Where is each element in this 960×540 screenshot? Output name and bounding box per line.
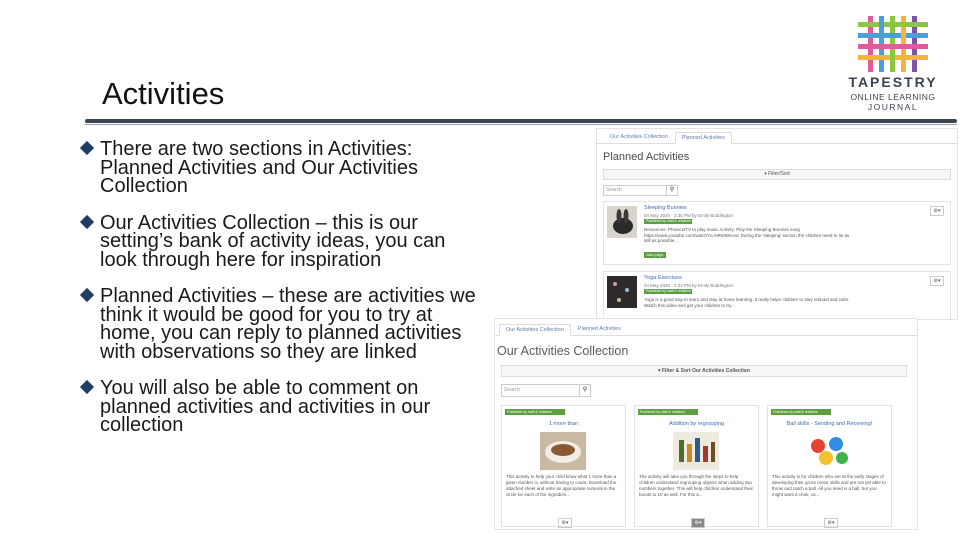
- status-badge: Published by staff & relatives: [638, 409, 698, 415]
- search-input[interactable]: Search: [501, 384, 580, 397]
- tab-planned-activities[interactable]: Planned Activities: [675, 132, 732, 144]
- planned-activities-screenshot: [596, 128, 958, 320]
- title-underline: [85, 119, 957, 123]
- activity-description: Resources: Phonics/TV to play music Activity: Play the Sleeping Bunnies song https://www.youtube.com/watch?v=NRMIWvosc During the 'sleeping' section the children need to lie as still as possible...: [644, 227, 850, 243]
- activity-description: This activity is for children who are at the early stages of developing their gross motor skills and are not yet able to throw and catch a ball. All you need is a ball, but you might want a chair, ca...: [772, 474, 886, 497]
- gear-icon[interactable]: ⚙▾: [824, 518, 838, 528]
- activity-title[interactable]: Sleeping Bunnies: [644, 205, 687, 211]
- tab-our-activities-collection[interactable]: Our Activities Collection: [499, 324, 571, 336]
- logo-tagline-2: JOURNAL: [867, 102, 919, 112]
- activities-tabs: [495, 319, 917, 336]
- gear-icon[interactable]: ⚙▾: [691, 518, 705, 528]
- activity-image: [540, 432, 586, 470]
- activity-card[interactable]: [603, 271, 951, 320]
- search-button[interactable]: [580, 384, 591, 397]
- tab-our-activities-collection[interactable]: Our Activities Collection: [610, 134, 668, 140]
- search-row: [501, 384, 911, 397]
- filter-sort-button[interactable]: ▾ Filter & Sort Our Activities Collection: [501, 365, 907, 377]
- search-input[interactable]: Search: [603, 185, 667, 196]
- tapestry-logo: [846, 12, 940, 112]
- gear-icon[interactable]: ⚙▾: [930, 276, 944, 286]
- page-heading: Our Activities Collection: [497, 344, 629, 358]
- bullet-list: [80, 140, 480, 453]
- bullet-item: [80, 140, 480, 196]
- diamond-bullet-icon: [80, 141, 94, 155]
- bullet-item: [80, 211, 480, 271]
- status-badge: Published by staff & relatives: [646, 219, 691, 223]
- bullet-text: You will also be able to comment on planned activities and activities in our collection: [100, 377, 431, 436]
- title-underline-thin: [85, 124, 957, 125]
- activity-card[interactable]: [767, 405, 892, 527]
- search-row: [603, 185, 951, 196]
- diamond-bullet-icon: [80, 380, 94, 394]
- bullet-item: [80, 379, 480, 435]
- status-badge: Published by staff & relatives: [505, 409, 565, 415]
- activities-collection-screenshot: [494, 318, 918, 530]
- bullet-text: There are two sections in Activities: Planned Activities and Our Activities Collection: [100, 138, 418, 197]
- activity-meta: 04 May 2020 · 2:35 PM by Emily Boddington: [644, 213, 734, 218]
- activity-card[interactable]: [501, 405, 626, 527]
- tab-planned-activities[interactable]: Planned Activities: [577, 326, 621, 332]
- activity-meta: 04 May 2020 · 2:23 PM by Emily Boddington: [644, 283, 734, 288]
- slide-title: Activities: [102, 76, 225, 111]
- page-heading: Planned Activities: [603, 151, 690, 163]
- logo-name: TAPESTRY: [848, 74, 938, 90]
- activity-card[interactable]: [634, 405, 759, 527]
- activity-image: [673, 432, 719, 470]
- add-page-button[interactable]: Add page: [644, 252, 666, 258]
- activity-title[interactable]: Yoga Exercises: [644, 275, 682, 281]
- diamond-bullet-icon: [80, 288, 94, 302]
- activity-card[interactable]: [603, 201, 951, 265]
- diamond-bullet-icon: [80, 214, 94, 228]
- bullet-text: Our Activities Collection – this is our setting’s bank of activity ideas, you can look through here for inspiration: [100, 211, 446, 271]
- status-badge: Published by staff & relatives: [771, 409, 831, 415]
- tapestry-weave-icon: [846, 12, 940, 72]
- activity-description: This activity to help your child know what 1 more than a given number is, without having to count. Download the attached sheet and write an appropriate numeral in the circle for each of the ingredien...: [506, 474, 617, 497]
- activity-thumbnail: [607, 206, 637, 238]
- search-icon: ⚲: [669, 187, 675, 193]
- activity-thumbnail: [607, 276, 637, 308]
- activity-description: Yoga is a good way to learn and stay at home learning. It really helps children to stay relaxed and calm. Watch this video and get your children to try...: [644, 297, 850, 308]
- gear-icon[interactable]: ⚙▾: [930, 206, 944, 216]
- gear-icon[interactable]: ⚙▾: [558, 518, 572, 528]
- activity-title[interactable]: 1 more than: [548, 421, 579, 427]
- bullet-item: [80, 287, 480, 361]
- logo-tagline: ONLINE LEARNING: [850, 92, 936, 102]
- activities-tabs: [597, 129, 957, 144]
- activity-title[interactable]: Addition by regrouping: [668, 421, 725, 427]
- activity-cards: [501, 405, 892, 527]
- activity-image: [806, 432, 852, 470]
- filter-sort-button[interactable]: ▾ Filter/Sort: [603, 169, 951, 180]
- status-badge: Published by staff & relatives: [646, 289, 691, 293]
- activity-description: The activity will take you through the steps to help children understand regrouping objects when adding two numbers together. This will help children understand their bonds to 10 as well. For this a...: [639, 474, 753, 497]
- activity-title[interactable]: Ball skills - Sending and Receiving!: [786, 421, 873, 427]
- search-icon: ⚲: [582, 387, 588, 393]
- search-button[interactable]: [667, 185, 678, 196]
- bullet-text: Planned Activities – these are activities we think it would be good for you to try at home, you can reply to planned activities with observations so they are linked: [100, 285, 476, 363]
